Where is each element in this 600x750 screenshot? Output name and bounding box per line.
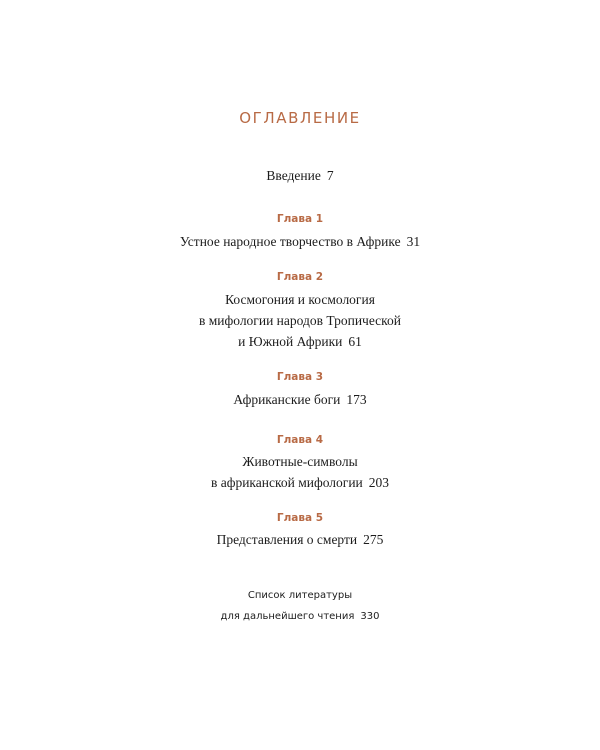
toc-entry-chapter-5	[0, 529, 600, 550]
chapter-2-title-line-3: и Южной Африки	[238, 334, 343, 349]
bibliography-page: 330	[360, 611, 380, 622]
chapter-2-page: 61	[348, 334, 362, 349]
chapter-4-label: Глава 4	[276, 434, 324, 446]
chapter-5-label: Глава 5	[276, 512, 324, 524]
chapter-2-label: Глава 2	[276, 271, 324, 283]
chapter-4-title-line-2: в африканской мифологии	[210, 475, 363, 490]
chapter-1-page: 31	[406, 234, 421, 249]
toc-entry-chapter-4	[0, 451, 600, 493]
chapter-3-label: Глава 3	[276, 371, 324, 383]
toc-entry-bibliography	[0, 585, 600, 627]
toc-entry-chapter-2	[0, 289, 600, 352]
toc-heading: ОГЛАВЛЕНИЕ	[239, 109, 361, 127]
chapter-2-title-line-1: Космогония и космология	[225, 292, 375, 307]
chapter-3-title: Африканские боги	[233, 392, 341, 407]
chapter-1-title: Устное народное творчество в Африке	[179, 234, 401, 249]
chapter-4-title-line-1: Животные-символы	[242, 454, 358, 469]
intro-page: 7	[326, 168, 334, 183]
chapter-5-page: 275	[363, 532, 384, 547]
chapter-2-title-line-2: в мифологии народов Тропической	[198, 313, 402, 328]
chapter-3-page: 173	[346, 392, 367, 407]
toc-entry-chapter-1	[0, 231, 600, 252]
toc-entry-intro	[0, 165, 600, 186]
intro-title: Введение	[266, 168, 321, 183]
chapter-4-page: 203	[368, 475, 390, 490]
chapter-5-title: Представления о смерти	[216, 532, 358, 547]
bibliography-title-line-2: для дальнейшего чтения	[220, 611, 355, 622]
bibliography-title-line-1: Список литературы	[247, 590, 353, 601]
toc-entry-chapter-3	[0, 389, 600, 410]
chapter-1-label: Глава 1	[276, 213, 324, 225]
